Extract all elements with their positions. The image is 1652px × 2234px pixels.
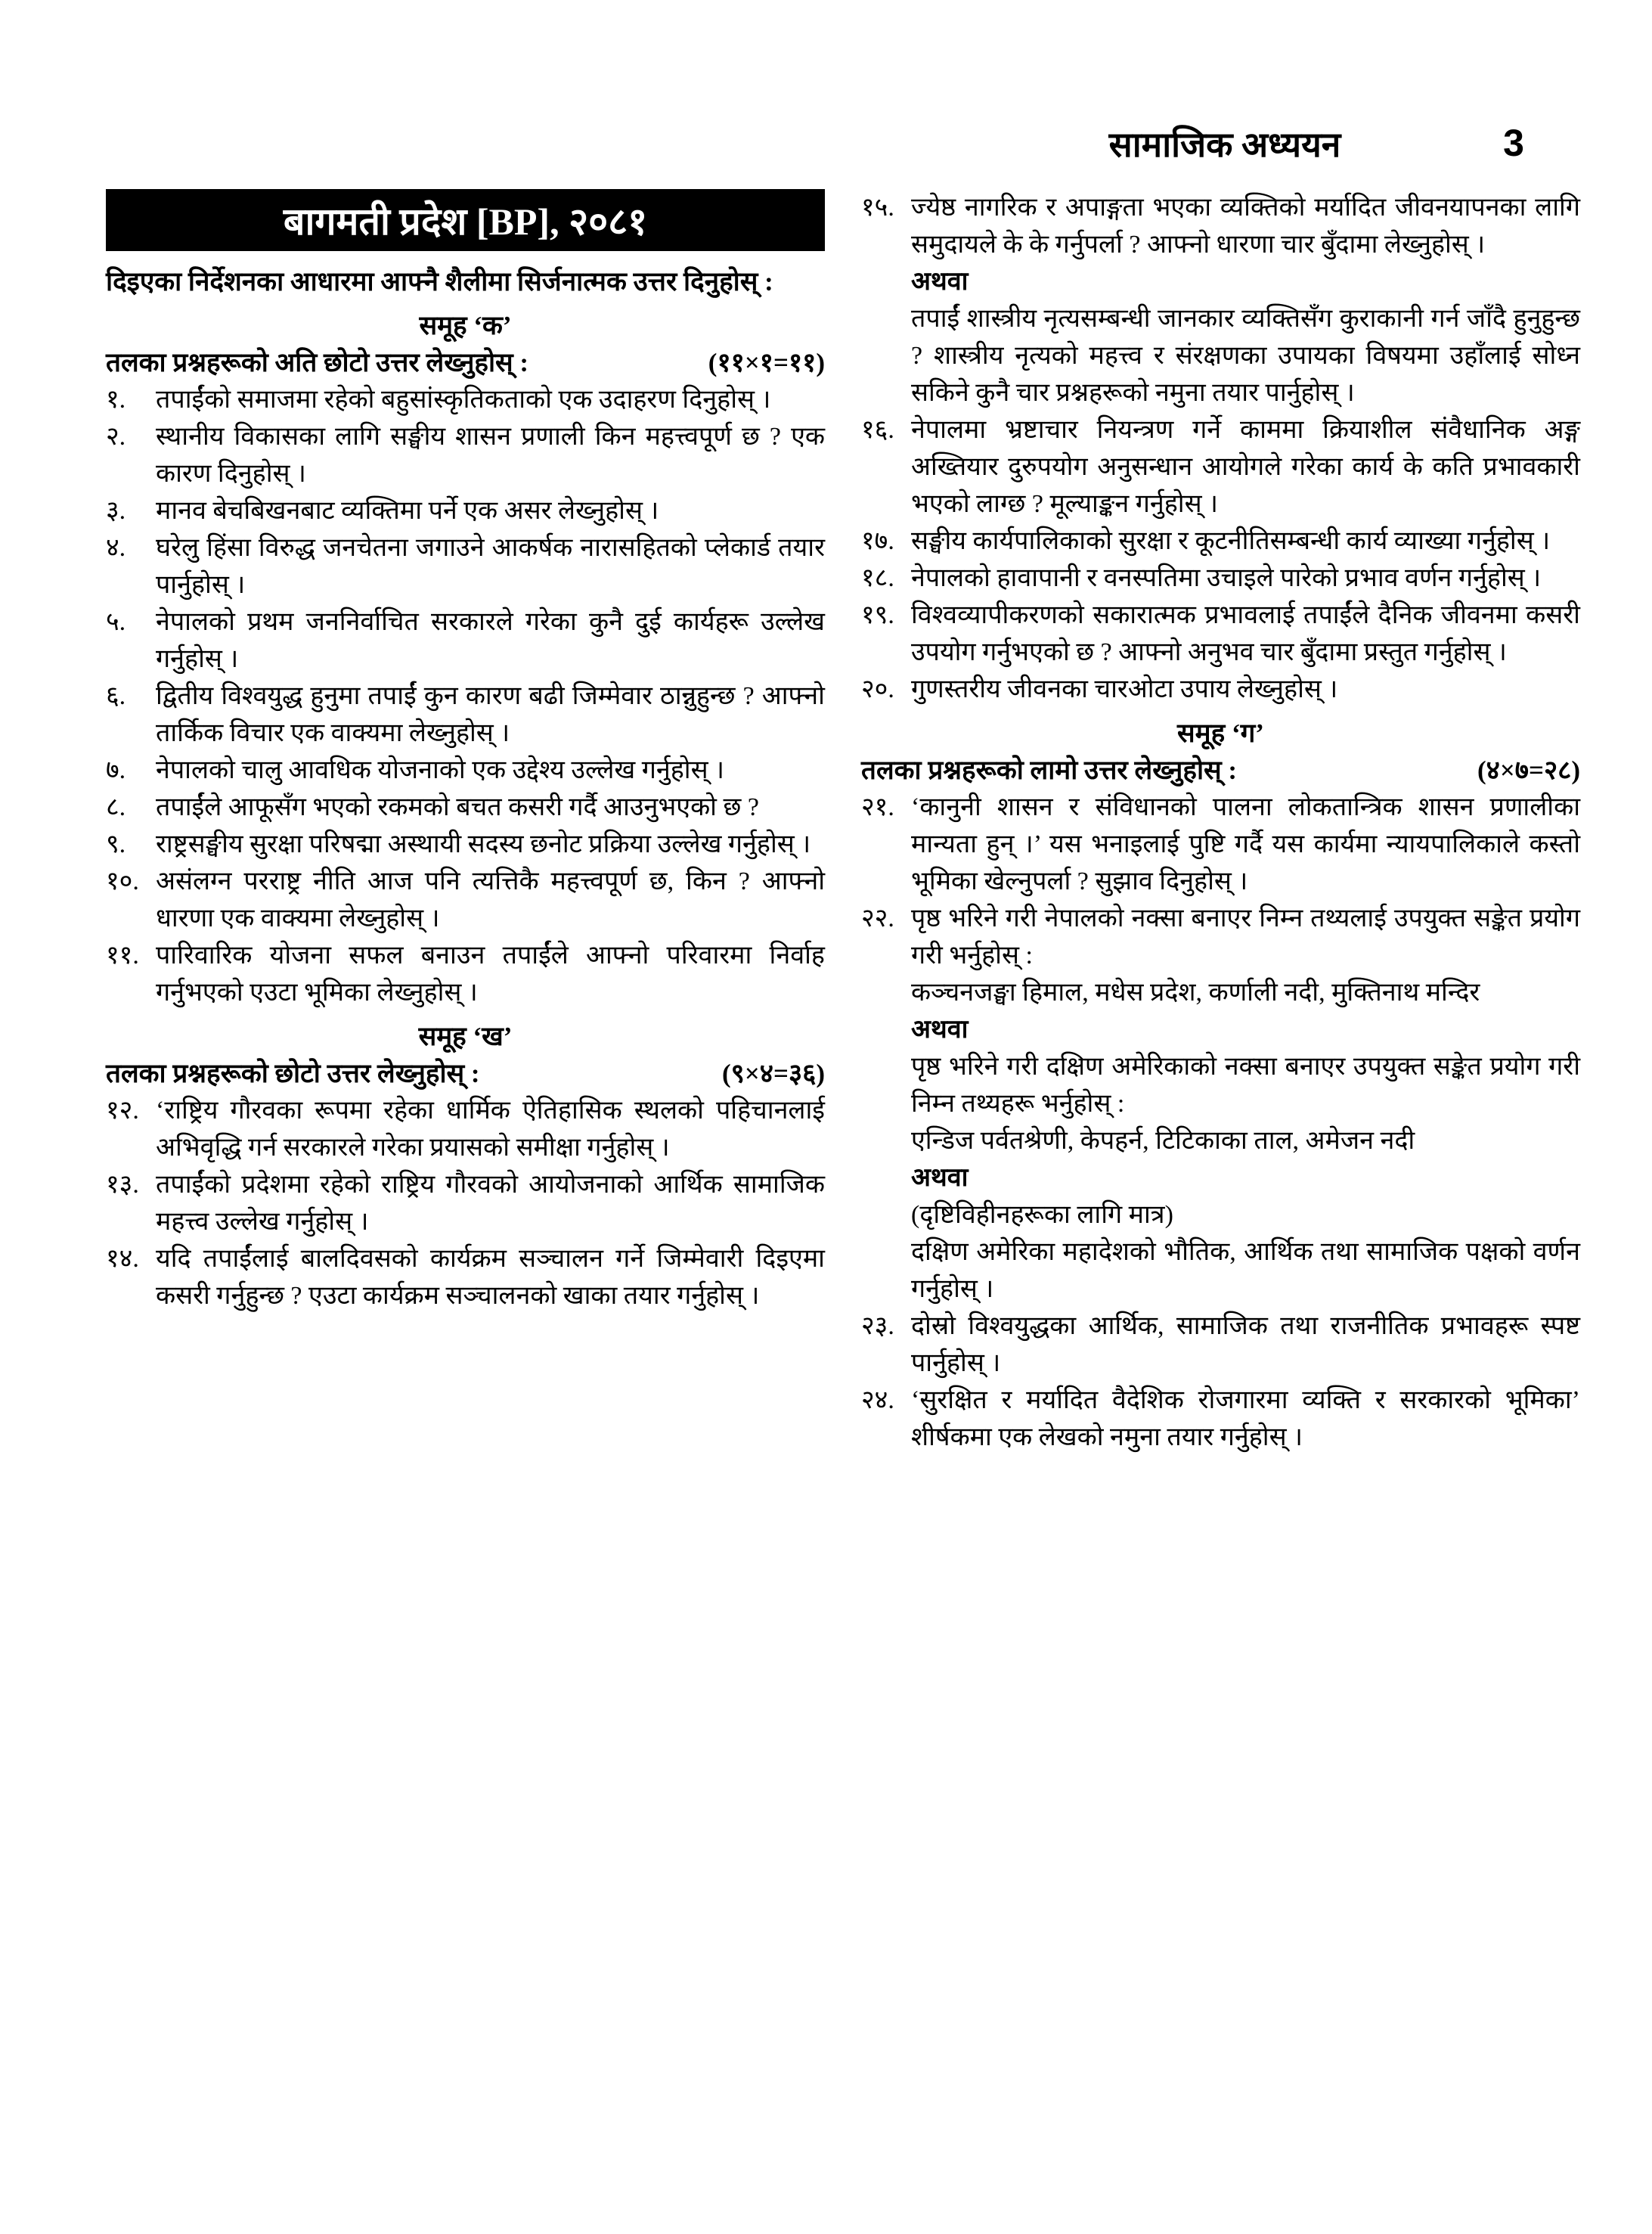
or-divider: अथवा [911,268,969,296]
question-text: तपाईंको प्रदेशमा रहेको राष्ट्रिय गौरवको आयोजनाको आर्थिक सामाजिक महत्त्व उल्लेख गर्नुहोस् । [156,1171,825,1236]
question-number: २१. [861,793,894,821]
intro-text: दिइएका निर्देशनका आधारमा आफ्नै शैलीमा सिर्जनात्मक उत्तर दिनुहोस् : [106,267,773,296]
question-body [156,937,825,1011]
question-body [156,1092,825,1166]
question-number: ८. [106,793,126,821]
question-text: ‘कानुनी शासन र संविधानको पालना लोकतान्त्रिक शासन प्रणालीका मान्यता हुन् ।’ यस भनाइलाई पुष्टि गर्दै यस कार्यमा न्यायपालिकाले कस्तो भूमिका खेल्नुपर्ला ? सुझाव दिनुहोस् । [911,793,1580,895]
section-title: समूह ‘ग’ [1177,718,1264,748]
question-item [106,1092,825,1166]
question-item [861,189,1580,411]
question-body [156,863,825,937]
page-number: 3 [1503,122,1524,164]
province-banner [106,189,825,251]
question-text: पृष्ठ भरिने गरी दक्षिण अमेरिकाको नक्सा बनाएर उपयुक्त सङ्केत प्रयोग गरी निम्न तथ्यहरू भर्नुहोस् : [911,1053,1580,1118]
question-item [106,1240,825,1314]
question-number: ६. [106,682,126,710]
question-item [861,597,1580,671]
question-note: (दृष्टिविहीनहरूका लागि मात्र) [911,1201,1173,1229]
question-number: ९. [106,830,126,858]
question-text: नेपालमा भ्रष्टाचार नियन्त्रण गर्ने काममा क्रियाशील संवैधानिक अङ्ग अख्तियार दुरुपयोग अनुसन्धान आयोगले गरेका कार्य के कति प्रभावकारी भएको लाग्छ ? मूल्याङ्कन गर्नुहोस् । [911,416,1580,518]
question-body [156,789,825,826]
question-item [861,789,1580,900]
province-banner-title: बागमती प्रदेश [BP], २०८१ [283,200,648,243]
question-text: पारिवारिक योजना सफल बनाउन तपाईंले आफ्नो परिवारमा निर्वाह गर्नुभएको एउटा भूमिका लेख्नुहोस् । [156,942,825,1007]
question-number: १०. [106,867,139,895]
section-instruction: तलका प्रश्नहरूको लामो उत्तर लेख्नुहोस् : [861,756,1238,785]
question-number: २४. [861,1386,894,1414]
question-text: नेपालको हावापानी र वनस्पतिमा उचाइले पारेको प्रभाव वर्णन गर्नुहोस् । [911,564,1542,592]
question-item [861,1382,1580,1456]
question-subline: कञ्चनजङ्घा हिमाल, मधेस प्रदेश, कर्णाली नदी, मुक्तिनाथ मन्दिर [911,979,1480,1007]
question-text: असंलग्न परराष्ट्र नीति आज पनि त्यत्तिकै महत्त्वपूर्ण छ, किन ? आफ्नो धारणा एक वाक्यमा लेख्नुहोस् । [156,867,825,932]
question-number: ४. [106,534,126,562]
question-body [911,789,1580,900]
question-number: १७. [861,527,894,555]
question-body [156,1166,825,1240]
question-body [156,529,825,603]
question-number: १५. [861,194,894,222]
question-item [861,900,1580,1308]
question-text: गुणस्तरीय जीवनका चारओटा उपाय लेख्नुहोस् । [911,675,1338,703]
question-item [106,789,825,826]
right-column [861,189,1580,1456]
question-item [106,826,825,863]
question-body [156,1240,825,1314]
section-title: समूह ‘क’ [419,311,512,340]
question-number: १३. [106,1171,139,1199]
question-item [861,523,1580,560]
question-item [106,752,825,789]
question-number: २०. [861,675,894,703]
section-instruction-row [106,344,825,381]
question-item [106,529,825,603]
question-text: घरेलु हिंसा विरुद्ध जनचेतना जगाउने आकर्षक नारासहितको प्लेकार्ड तयार पार्नुहोस् । [156,534,825,599]
question-body [156,826,825,863]
question-body [911,900,1580,1308]
section-marks: (४×७=२८) [1477,756,1580,785]
question-number: २३. [861,1312,894,1340]
question-text: राष्ट्रसङ्घीय सुरक्षा परिषद्मा अस्थायी सदस्य छनोट प्रक्रिया उल्लेख गर्नुहोस् । [156,830,811,858]
question-body [911,523,1580,560]
question-text: पृष्ठ भरिने गरी नेपालको नक्सा बनाएर निम्न तथ्यलाई उपयुक्त सङ्केत प्रयोग गरी भर्नुहोस् : [911,904,1580,970]
question-number: १. [106,386,126,414]
section-instruction-row [861,752,1580,789]
question-text: दक्षिण अमेरिका महादेशको भौतिक, आर्थिक तथा सामाजिक पक्षको वर्णन गर्नुहोस् । [911,1238,1580,1303]
question-text: नेपालको प्रथम जननिर्वाचित सरकारले गरेका कुनै दुई कार्यहरू उल्लेख गर्नुहोस् । [156,608,825,673]
question-number: १९. [861,601,894,629]
question-number: ३. [106,497,126,525]
question-number: ५. [106,608,126,636]
section-marks: (९×४=३६) [722,1059,825,1088]
question-item [106,1166,825,1240]
or-divider: अथवा [911,1016,969,1044]
section-marks: (११×१=११) [708,348,825,377]
question-body [911,1308,1580,1382]
section-instruction: तलका प्रश्नहरूको छोटो उत्तर लेख्नुहोस् : [106,1059,480,1088]
question-text: नेपालको चालु आवधिक योजनाको एक उद्देश्य उल्लेख गर्नुहोस् । [156,756,724,784]
section-instruction-row [106,1055,825,1092]
question-text: सङ्घीय कार्यपालिकाको सुरक्षा र कूटनीतिसम्बन्धी कार्य व्याख्या गर्नुहोस् । [911,527,1551,555]
subject-title: सामाजिक अध्ययन [1108,126,1341,164]
question-body [911,411,1580,523]
question-text: विश्वव्यापीकरणको सकारात्मक प्रभावलाई तपाईंले दैनिक जीवनमा कसरी उपयोग गर्नुभएको छ ? आफ्नो अनुभव चार बुँदामा प्रस्तुत गर्नुहोस् । [911,601,1580,666]
question-text: ‘सुरक्षित र मर्यादित वैदेशिक रोजगारमा व्यक्ति र सरकारको भूमिका’ शीर्षकमा एक लेखको नमुना तयार गर्नुहोस् । [911,1386,1580,1451]
question-item [861,671,1580,708]
question-item [106,381,825,418]
two-column-body [106,189,1580,1456]
question-text: दोस्रो विश्वयुद्धका आर्थिक, सामाजिक तथा राजनीतिक प्रभावहरू स्पष्ट पार्नुहोस् । [911,1312,1580,1377]
question-item [106,863,825,937]
question-item [861,1308,1580,1382]
question-text: तपाईं शास्त्रीय नृत्यसम्बन्धी जानकार व्यक्तिसँग कुराकानी गर्न जाँदै हुनुहुन्छ ? शास्त्रीय नृत्यको महत्त्व र संरक्षणका उपायका विषयमा उहाँलाई सोध्न सकिने कुनै चार प्रश्नहरूको नमुना तयार पार्नुहोस् । [911,305,1580,407]
question-body [156,381,825,418]
question-number: २. [106,423,126,451]
question-text: यदि तपाईंलाई बालदिवसको कार्यक्रम सञ्चालन गर्ने जिम्मेवारी दिइएमा कसरी गर्नुहुन्छ ? एउटा कार्यक्रम सञ्चालनको खाका तयार गर्नुहोस् । [156,1245,825,1310]
question-item [106,418,825,492]
question-body [911,597,1580,671]
question-text: तपाईंको समाजमा रहेको बहुसांस्कृतिकताको एक उदाहरण दिनुहोस् । [156,386,771,414]
question-number: २२. [861,904,894,932]
question-item [106,492,825,529]
section-instruction: तलका प्रश्नहरूको अति छोटो उत्तर लेख्नुहोस् : [106,348,529,377]
question-body [156,678,825,752]
question-body [156,492,825,529]
question-text: मानव बेचबिखनबाट व्यक्तिमा पर्ने एक असर लेख्नुहोस् । [156,497,659,525]
question-number: १६. [861,416,894,444]
left-column [106,189,825,1314]
question-text: ज्येष्ठ नागरिक र अपाङ्गता भएका व्यक्तिको मर्यादित जीवनयापनका लागि समुदायले के के गर्नुपर्ला ? आफ्नो धारणा चार बुँदामा लेख्नुहोस् । [911,194,1580,259]
question-item [106,603,825,678]
question-body [156,603,825,678]
question-text: ‘राष्ट्रिय गौरवका रूपमा रहेका धार्मिक ऐतिहासिक स्थलको पहिचानलाई अभिवृद्धि गर्न सरकारले गरेका प्रयासको समीक्षा गर्नुहोस् । [156,1097,825,1162]
question-item [106,678,825,752]
question-number: ११. [106,942,139,970]
question-body [156,752,825,789]
question-number: १२. [106,1097,139,1125]
question-item [861,411,1580,523]
question-number: १८. [861,564,894,592]
question-text: स्थानीय विकासका लागि सङ्घीय शासन प्रणाली किन महत्त्वपूर्ण छ ? एक कारण दिनुहोस् । [156,423,825,488]
question-body [911,189,1580,411]
section-title: समूह ‘ख’ [418,1022,513,1051]
question-body [156,418,825,492]
question-item [106,937,825,1011]
question-subline: एन्डिज पर्वतश्रेणी, केपहर्न, टिटिकाका ताल, अमेजन नदी [911,1127,1415,1155]
question-number: ७. [106,756,126,784]
or-divider: अथवा [911,1164,969,1192]
question-body [911,671,1580,708]
question-item [861,560,1580,597]
question-text: द्वितीय विश्वयुद्ध हुनुमा तपाईं कुन कारण बढी जिम्मेवार ठान्नुहुन्छ ? आफ्नो तार्किक विचार एक वाक्यमा लेख्नुहोस् । [156,682,825,747]
question-body [911,1382,1580,1456]
question-number: १४. [106,1245,139,1273]
question-body [911,560,1580,597]
question-text: तपाईंले आफूसँग भएको रकमको बचत कसरी गर्दै आउनुभएको छ ? [156,793,759,821]
